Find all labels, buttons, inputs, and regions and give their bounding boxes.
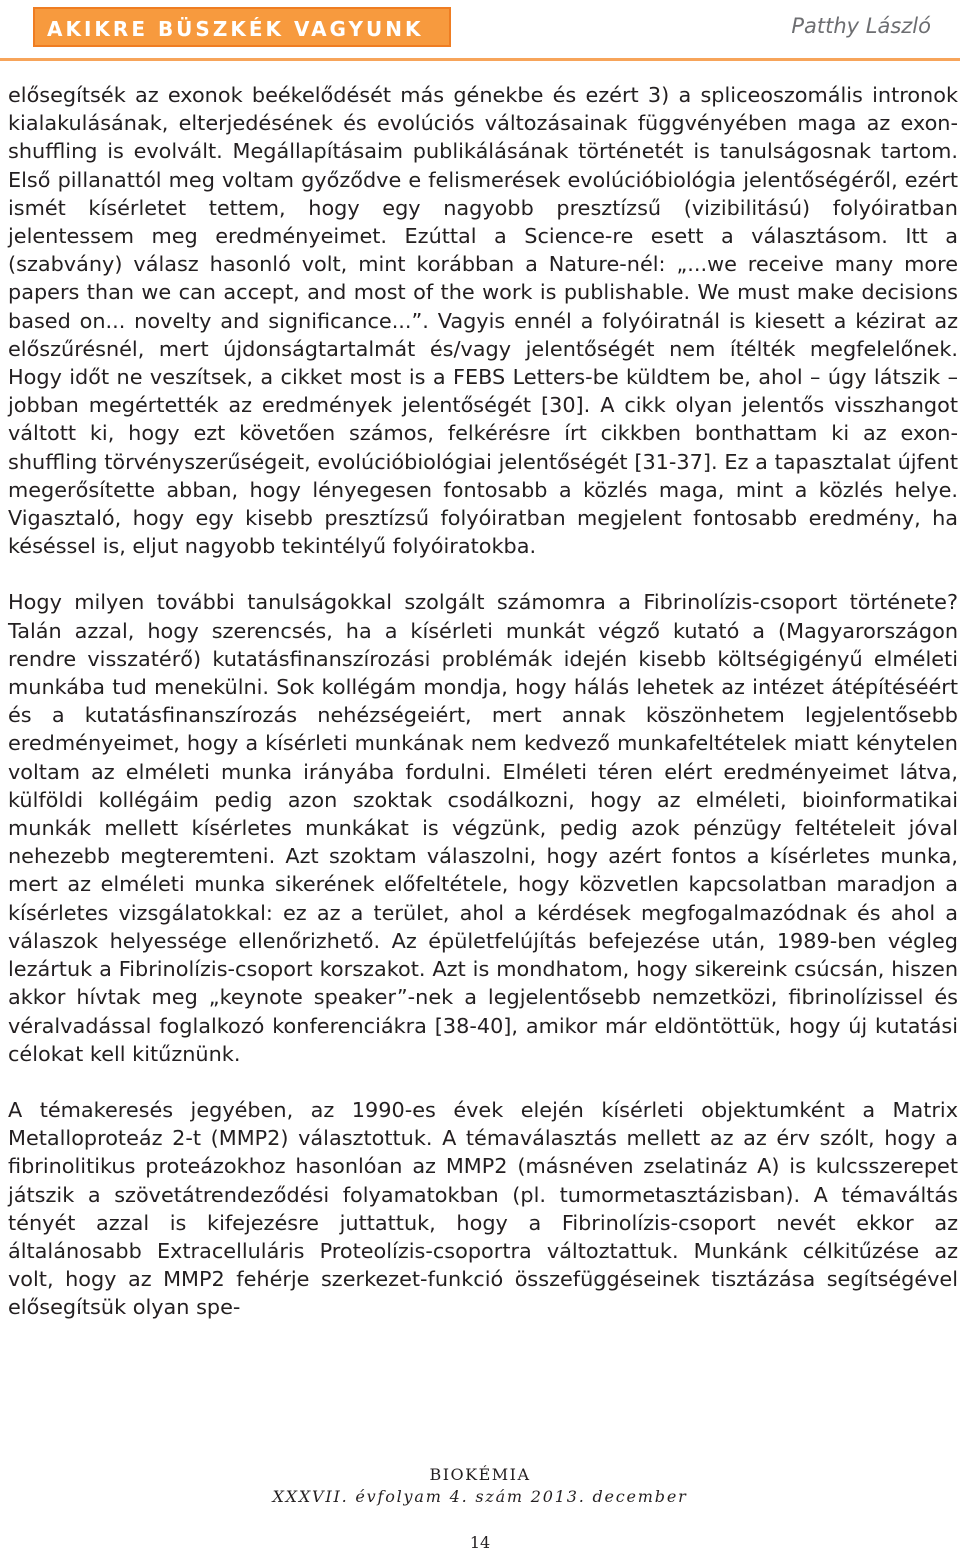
section-title: AKIKRE BÜSZKÉK VAGYUNK — [47, 17, 424, 41]
section-title-box — [33, 7, 451, 47]
paragraph: A témakeresés jegyében, az 1990-es évek elején kísérleti objektumként a Matrix Metalloproteáz 2-t (MMP2) választottuk. A témaválasztás mellett az az érv szólt, hogy a fibrinolitikus proteázokhoz hasonlóan az MMP2 (másnéven zselatináz A) is kulcsszerepet játszik a szövetátrendeződési folyamatokban (pl. tumormetasztázisban). A témaváltás tényét azzal is kifejezésre juttattuk, hogy a Fibrinolízis-csoport nevét ekkor az általánosabb Extracelluláris Proteolízis-csoportra változtattuk. Munkánk célkitűzése az volt, hogy az MMP2 fehérje szerkezet-funkció összefüggéseinek tisztázása segítségével elősegítsük olyan spe- — [8, 1097, 958, 1320]
journal-name: BIOKÉMIA — [429, 1465, 531, 1484]
author-name: Patthy László — [791, 14, 931, 38]
page-number: 14 — [469, 1533, 491, 1552]
article-body — [8, 81, 958, 1322]
header-divider — [0, 58, 960, 61]
paragraph: elősegítsék az exonok beékelődését más génekbe és ezért 3) a spliceoszomális intronok kialakulásának, elterjedésének és evolúciós változásainak függvényében maga az exon-shuffling is evolvált. Megállapításaim publikálásának történetét is tanulságosnak tartom. Első pillanattól meg voltam győződve e felismerések evolúcióbiológia jelentőségéről, ezért ismét kísérletet tettem, hogy egy nagyobb presztízsű (vizibilitású) folyóiratban jelentessem meg eredményeimet. Ezúttal a Science-re esett a választásom. Itt a (szabvány) válasz hasonló volt, mint korábban a Nature-nél: „...we receive many more papers than we can accept, and most of the work is publishable. We must make decisions based on... novelty and significance...”. Vagyis ennél a folyóiratnál is kiesett a kézirat az előszűrésnél, mert újdonságtartalmát és/vagy jelentőségét nem ítélték megfelelőnek. Hogy időt ne veszítsek, a cikket most is a FEBS Letters-be küldtem be, ahol – úgy látszik – jobban megértették az eredmények jelentőségét [30]. A cikk olyan jelentős visszhangot váltott ki, hogy ezt követően számos, felkérésre írt cikkben bonthattam ki az exon-shuffling törvényszerűségeit, evolúcióbiológiai jelentőségét [31-37]. Ez a tapasztalat újfent megerősítette abban, hogy lényegesen fontosabb a közlés maga, mint a közlés helye. Vigasztaló, hogy egy kisebb presztízsű folyóiratban megjelent fontosabb eredmény, ha késéssel is, eljut nagyobb tekintélyű folyóiratokba. — [8, 83, 958, 559]
paragraph: Hogy milyen további tanulságokkal szolgált számomra a Fibrinolízis-csoport története? Talán azzal, hogy szerencsés, ha a kísérleti munkát végző kutató a (Magyarországon rendre visszatérő) kutatásfinanszírozási problémák idején kisebb költségigényű elméleti munkába tud menekülni. Sok kollégám mondja, hogy hálás lehetek az intézet átépítéséért és a kutatásfinanszírozás nehézségeiért, mert annak köszönhetem legjelentősebb eredményeimet, hogy a kísérleti munkának nem kedvező munkafeltételek miatt kénytelen voltam az elméleti munka irányába fordulni. Elméleti téren elért eredményeimet látva, külföldi kollégáim pedig azon szoktak csodálkozni, hogy az elméleti, bioinformatikai munkák mellett kísérletes munkákat is végzünk, pedig azok pénzügy feltételeit jóval nehezebb megteremteni. Azt szoktam válaszolni, hogy azért fontos a kísérletes munka, mert az elméleti munka sikerének előfeltétele, hogy közvetlen kapcsolatban maradjon a kísérletes vizsgálatokkal: ez az a terület, ahol a kérdések megfogalmazódnak és ahol a válaszok helyessége ellenőrizhető. Az épületfelújítás befejezése után, 1989-ben végleg lezártuk a Fibrinolízis-csoport korszakot. Azt is mondhatom, hogy sikereink csúcsán, hiszen akkor hívtak meg „keynote speaker”-nek a legjelentősebb nemzetközi, fibrinolízissel és véralvadással foglalkozó konferenciákra [38-40], amikor már eldöntöttük, hogy új kutatási célokat kell kitűznünk. — [8, 590, 958, 1066]
issue-info: XXXVII. évfolyam 4. szám 2013. december — [272, 1487, 688, 1506]
